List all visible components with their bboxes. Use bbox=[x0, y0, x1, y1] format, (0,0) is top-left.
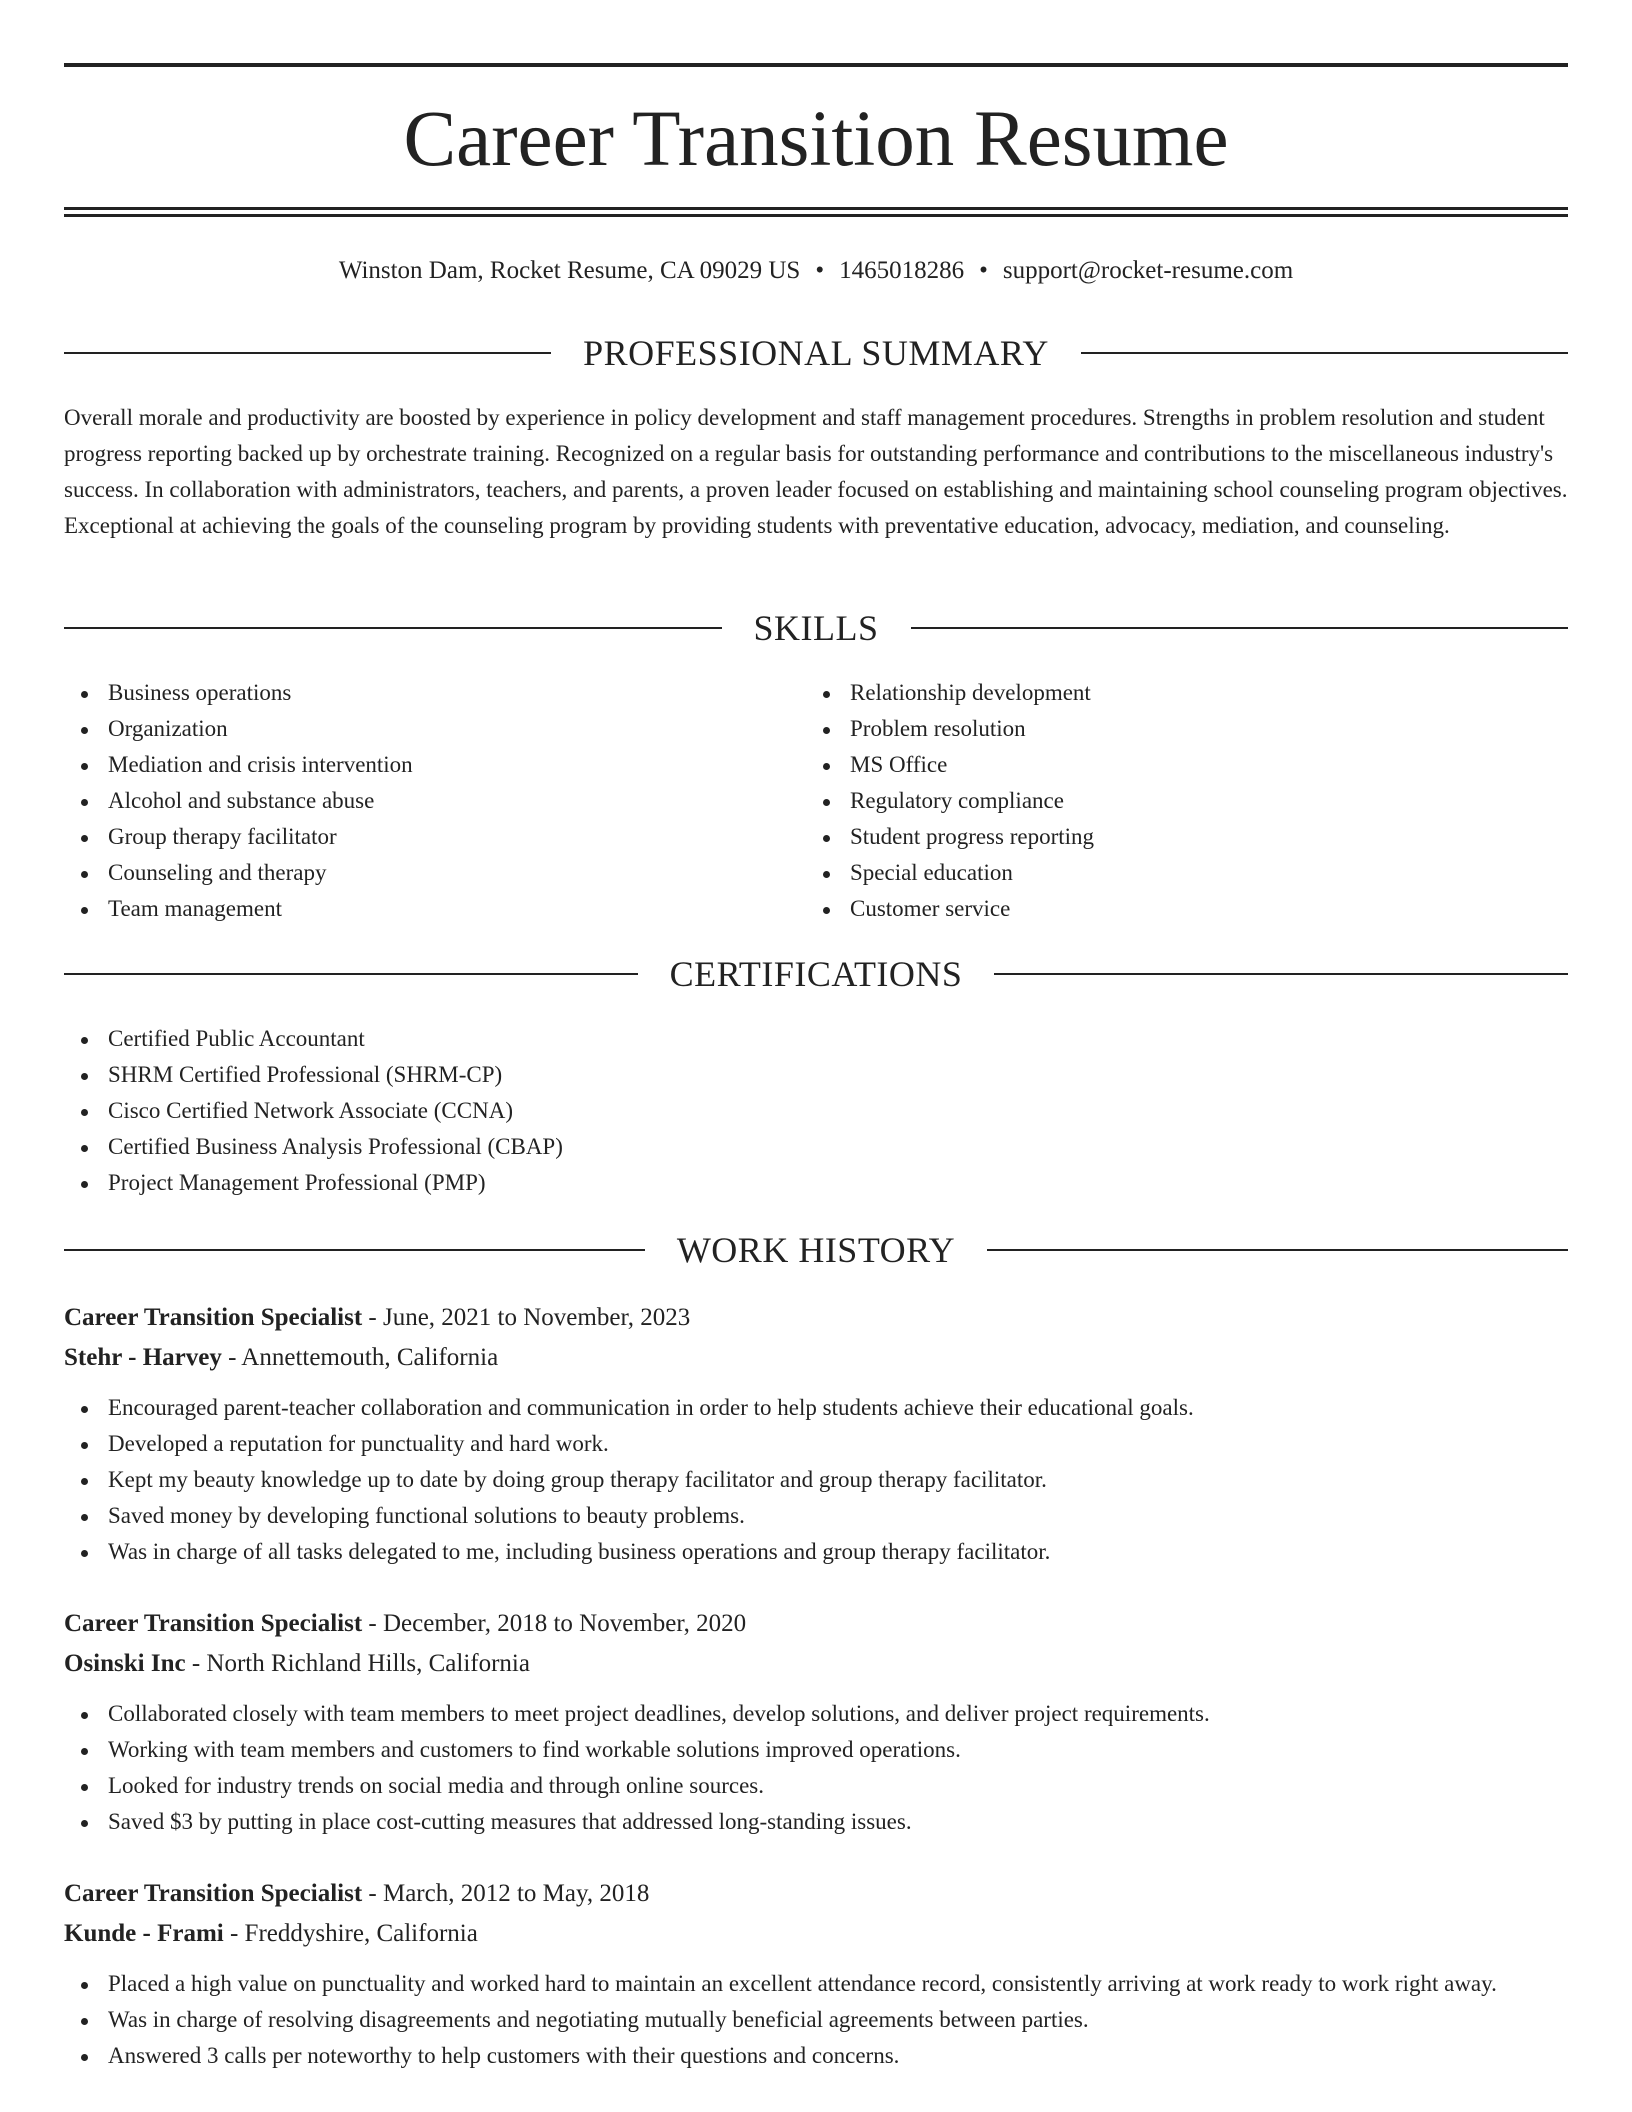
skills-heading bbox=[64, 608, 1568, 648]
contact-line bbox=[64, 254, 1568, 288]
job-company: Kunde - Frami bbox=[64, 1920, 224, 1947]
job-bullet: Collaborated closely with team members to meet project deadlines, develop solutions, and deliver project requirements. bbox=[64, 1696, 1568, 1732]
job-company-line bbox=[64, 1644, 1568, 1684]
job-bullet: Placed a high value on punctuality and worked hard to maintain an excellent attendance record, consistently arriving at work ready to work right away. bbox=[64, 1966, 1568, 2002]
job-company-line bbox=[64, 1914, 1568, 1954]
skill-item: Regulatory compliance bbox=[806, 783, 1406, 819]
job-bullet: Looked for industry trends on social media and through online sources. bbox=[64, 1768, 1568, 1804]
job-company: Stehr - Harvey bbox=[64, 1344, 222, 1371]
job-entry bbox=[64, 1874, 1568, 2074]
contact-separator: • bbox=[979, 257, 988, 284]
heading-rule bbox=[64, 1249, 645, 1251]
job-bullet: Working with team members and customers to find workable solutions improved operations. bbox=[64, 1732, 1568, 1768]
heading-rule bbox=[994, 973, 1568, 975]
work-history-heading-label: WORK HISTORY bbox=[676, 1230, 956, 1270]
job-bullet: Was in charge of resolving disagreements and negotiating mutually beneficial agreements between parties. bbox=[64, 2002, 1568, 2038]
heading-rule bbox=[64, 627, 722, 629]
certifications-heading-label: CERTIFICATIONS bbox=[669, 954, 963, 994]
summary-text: Overall morale and productivity are boosted by experience in policy development and staff management procedures. Strengths in problem resolution and student progress reporting backed up by orchestrate training. Recognized on a regular basis for outstanding performance and contributions to the miscellaneous industry's success. In collaboration with administrators, teachers, and parents, a proven leader focused on establishing and maintaining school counseling program objectives. Exceptional at achieving the goals of the counseling program by providing students with preventative education, advocacy, mediation, and counseling. bbox=[64, 405, 1568, 538]
top-rule bbox=[64, 63, 1568, 67]
heading-rule bbox=[64, 352, 551, 354]
job-bullet: Saved money by developing functional solutions to beauty problems. bbox=[64, 1498, 1568, 1534]
skill-item: Counseling and therapy bbox=[64, 855, 664, 891]
skill-item: Student progress reporting bbox=[806, 819, 1406, 855]
job-location: - North Richland Hills, California bbox=[185, 1650, 530, 1677]
certification-item: Cisco Certified Network Associate (CCNA) bbox=[64, 1093, 1568, 1129]
skill-item: Special education bbox=[806, 855, 1406, 891]
contact-separator: • bbox=[815, 257, 825, 284]
skill-item: Alcohol and substance abuse bbox=[64, 783, 664, 819]
job-bullets bbox=[64, 1696, 1568, 1840]
resume-title: Career Transition Resume bbox=[403, 96, 1229, 183]
job-bullet: Developed a reputation for punctuality and hard work. bbox=[64, 1426, 1568, 1462]
skill-item: Relationship development bbox=[806, 675, 1406, 711]
skill-item: Business operations bbox=[64, 675, 664, 711]
certification-item: SHRM Certified Professional (SHRM-CP) bbox=[64, 1057, 1568, 1093]
heading-rule bbox=[1081, 352, 1568, 354]
work-history-heading bbox=[64, 1230, 1568, 1270]
title-double-rule bbox=[64, 207, 1568, 217]
contact-address: Winston Dam, Rocket Resume, CA 09029 US bbox=[338, 257, 801, 284]
heading-rule bbox=[987, 1249, 1568, 1251]
job-bullets bbox=[64, 1390, 1568, 1570]
job-bullet: Kept my beauty knowledge up to date by doing group therapy facilitator and group therapy facilitator. bbox=[64, 1462, 1568, 1498]
certifications-heading bbox=[64, 954, 1568, 994]
certification-item: Project Management Professional (PMP) bbox=[64, 1165, 1568, 1201]
heading-rule bbox=[911, 627, 1569, 629]
skill-item: Group therapy facilitator bbox=[64, 819, 664, 855]
certification-item: Certified Public Accountant bbox=[64, 1021, 1568, 1057]
summary-heading-label: PROFESSIONAL SUMMARY bbox=[583, 333, 1049, 373]
job-title-line bbox=[64, 1298, 1568, 1338]
skill-item: Team management bbox=[64, 891, 664, 927]
job-dates: - March, 2012 to May, 2018 bbox=[362, 1880, 650, 1907]
job-bullet: Encouraged parent-teacher collaboration and communication in order to help students achieve their educational goals. bbox=[64, 1390, 1568, 1426]
job-bullet: Was in charge of all tasks delegated to me, including business operations and group therapy facilitator. bbox=[64, 1534, 1568, 1570]
job-title: Career Transition Specialist bbox=[64, 1880, 363, 1907]
skill-item: MS Office bbox=[806, 747, 1406, 783]
job-bullets bbox=[64, 1966, 1568, 2074]
skills-heading-label: SKILLS bbox=[753, 608, 879, 648]
job-dates: - December, 2018 to November, 2020 bbox=[362, 1610, 747, 1637]
job-location: - Freddyshire, California bbox=[223, 1920, 478, 1947]
job-company: Osinski Inc bbox=[64, 1650, 186, 1677]
skill-item: Problem resolution bbox=[806, 711, 1406, 747]
skills-list-right bbox=[806, 675, 1406, 927]
skill-item: Mediation and crisis intervention bbox=[64, 747, 664, 783]
job-title: Career Transition Specialist bbox=[64, 1304, 363, 1331]
contact-email: support@rocket-resume.com bbox=[1002, 257, 1294, 284]
skill-item: Organization bbox=[64, 711, 664, 747]
job-location: - Annettemouth, California bbox=[221, 1344, 499, 1371]
skill-item: Customer service bbox=[806, 891, 1406, 927]
job-bullet: Saved $3 by putting in place cost-cutting measures that addressed long-standing issues. bbox=[64, 1804, 1568, 1840]
job-title: Career Transition Specialist bbox=[64, 1610, 363, 1637]
job-bullet: Answered 3 calls per noteworthy to help customers with their questions and concerns. bbox=[64, 2038, 1568, 2074]
heading-rule bbox=[64, 973, 638, 975]
certifications-list bbox=[64, 1021, 1568, 1201]
job-title-line bbox=[64, 1874, 1568, 1914]
certification-item: Certified Business Analysis Professional (CBAP) bbox=[64, 1129, 1568, 1165]
skills-list-left bbox=[64, 675, 664, 927]
job-dates: - June, 2021 to November, 2023 bbox=[362, 1304, 691, 1331]
summary-heading bbox=[64, 333, 1568, 373]
job-company-line bbox=[64, 1338, 1568, 1378]
job-entry bbox=[64, 1298, 1568, 1570]
job-title-line bbox=[64, 1604, 1568, 1644]
job-entry bbox=[64, 1604, 1568, 1840]
contact-phone: 1465018286 bbox=[839, 257, 965, 284]
